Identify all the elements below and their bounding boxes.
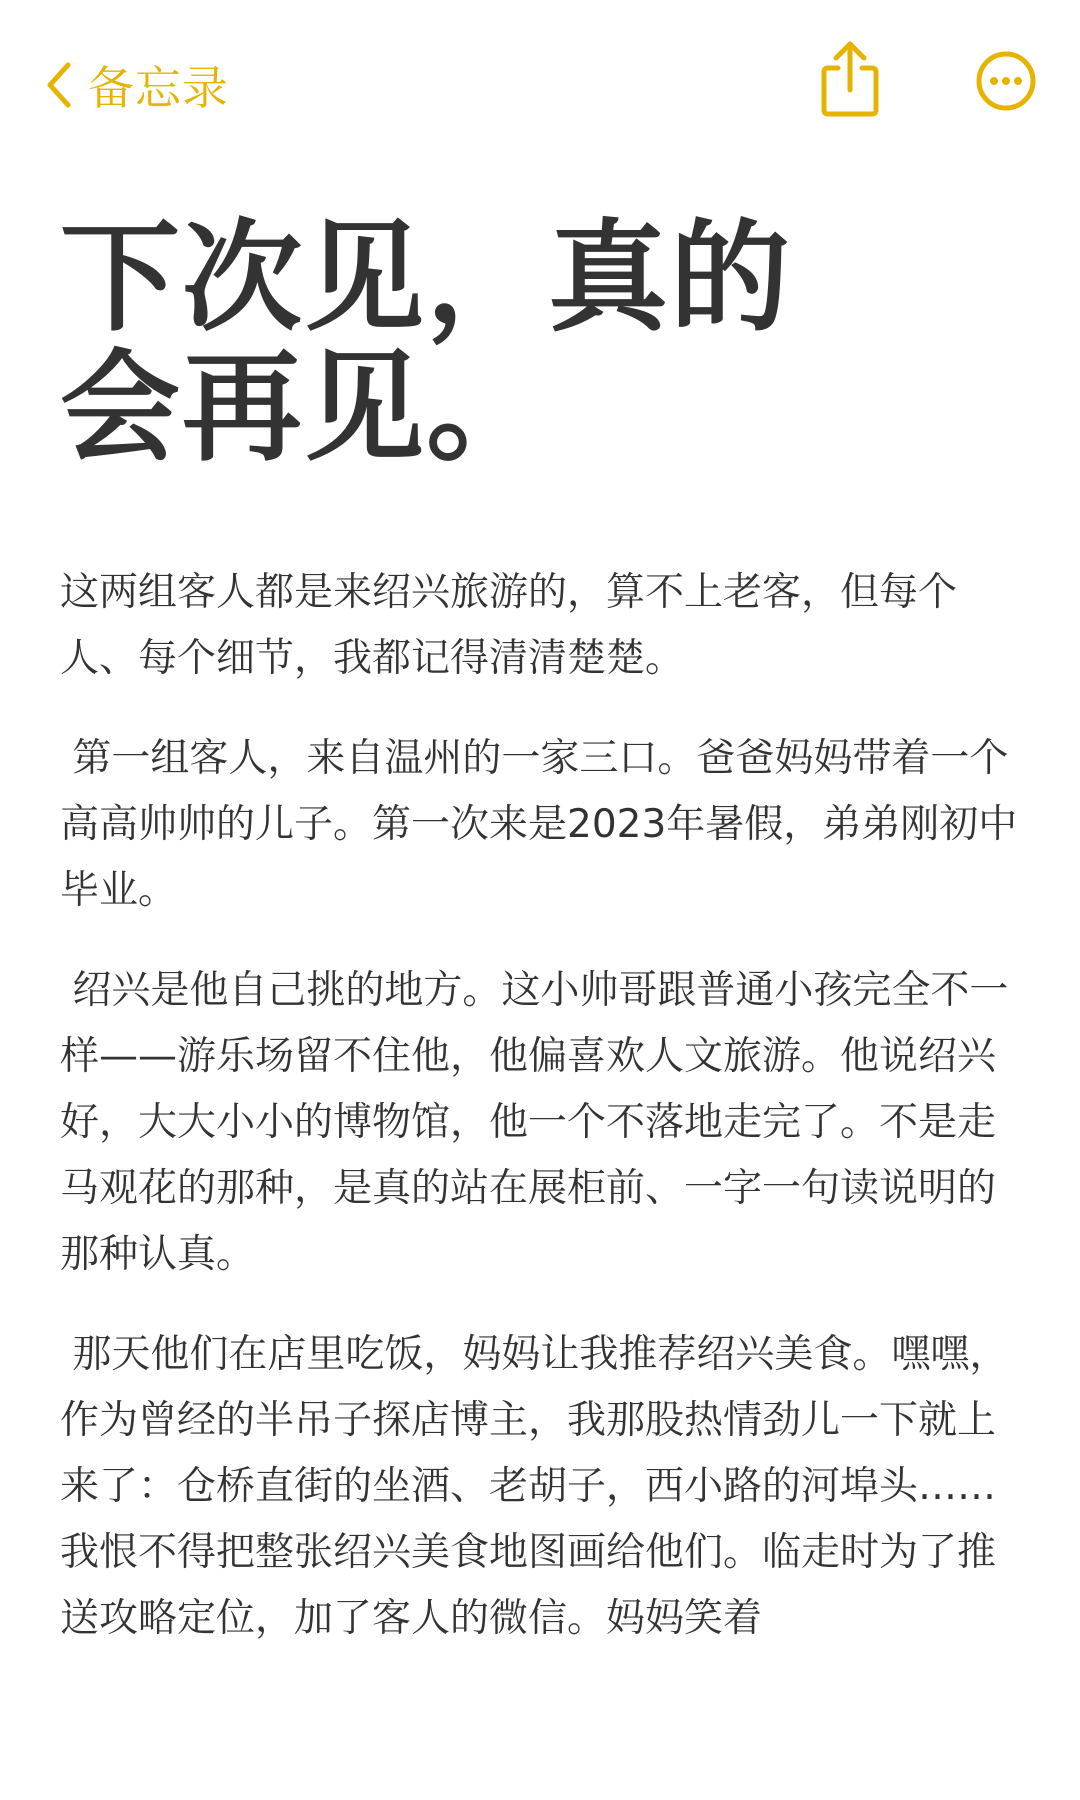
navigation-bar: [0, 0, 1080, 160]
share-icon: [818, 38, 882, 120]
note-paragraph-1: 这两组客人都是来绍兴旅游的，算不上老客，但每个人、每个细节，我都记得清清楚楚。: [60, 570, 958, 681]
back-button-label: 备忘录: [88, 61, 229, 115]
back-button[interactable]: [44, 50, 229, 120]
note-paragraph-3: 绍兴是他自己挑的地方。这小帅哥跟普通小孩完全不一样——游乐场留不住他，他偏喜欢人文旅游。他说绍兴好，大大小小的博物馆，他一个不落地走完了。不是走马观花的那种，是真的站在展柜前、一字一句读说明的那种认真。: [60, 968, 1009, 1277]
note-title-line-1: 下次见，真的: [60, 209, 792, 348]
note-body[interactable]: [60, 560, 1020, 1686]
chevron-left-icon: [44, 61, 74, 109]
note-paragraph-2: 第一组客人，来自温州的一家三口。爸爸妈妈带着一个高高帅帅的儿子。第一次来是2023年暑假，弟弟刚初中毕业。: [60, 736, 1018, 913]
share-button[interactable]: [818, 38, 882, 120]
more-icon: [975, 50, 1037, 112]
more-options-button[interactable]: [975, 50, 1037, 112]
note-title-line-2: 会再见。: [60, 339, 548, 478]
note-paragraph-4: 那天他们在店里吃饭，妈妈让我推荐绍兴美食。嘿嘿，作为曾经的半吊子探店博主，我那股热情劲儿一下就上来了：仓桥直街的坐酒、老胡子，西小路的河埠头……我恨不得把整张绍兴美食地图画给他们。临走时为了推送攻略定位，加了客人的微信。妈妈笑着: [60, 1332, 1009, 1641]
note-title: [60, 209, 960, 478]
